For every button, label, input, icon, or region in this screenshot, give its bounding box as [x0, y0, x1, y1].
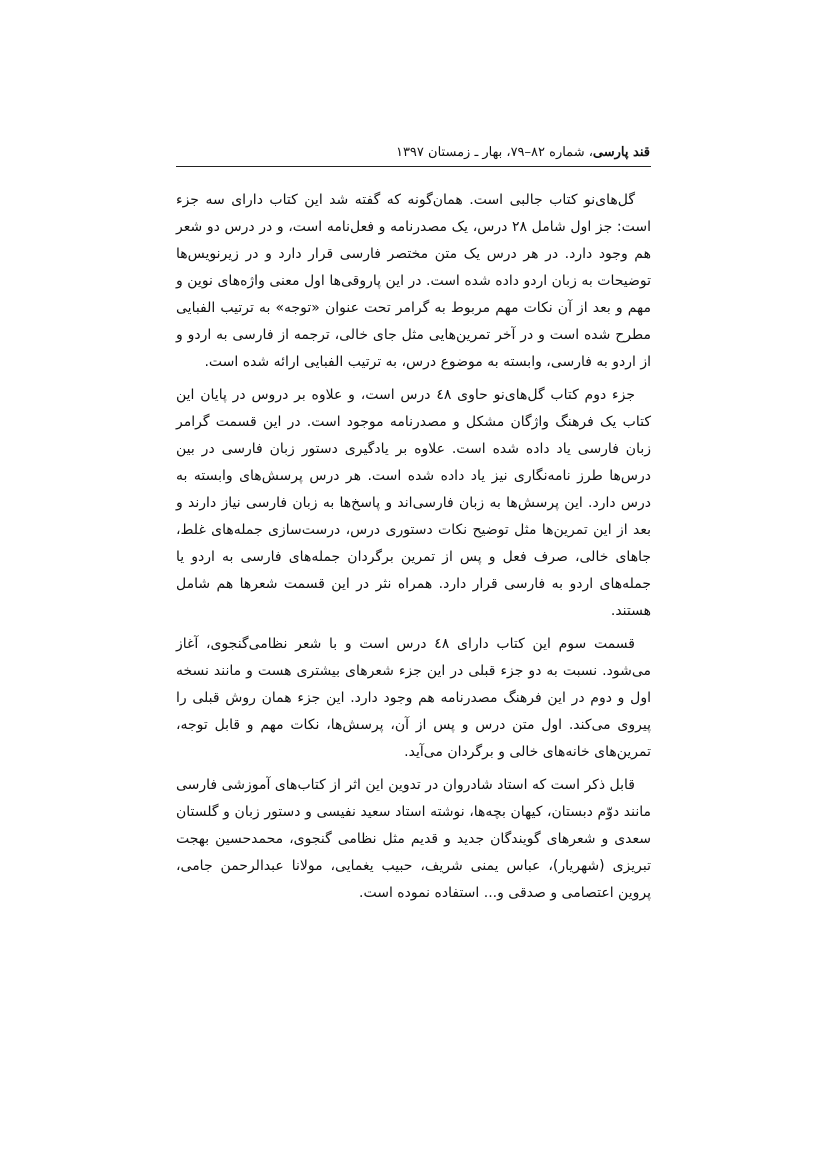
paragraph: جزء دوم کتاب گل‌های‌نو حاوی ٤۸ درس است، و علاوه بر دروس در پایان این کتاب یک فرهنگ واژگان مشکل و مصدرنامه موجود است. در این قسمت گرامر زبان فارسی یاد داده شده است. علاوه بر یادگیری دستور زبان فارسی در بین درس‌ها طرز نامه‌نگاری نیز یاد داده شده است. هر درس پرسش‌های وابسته به درس دارد. این پرسش‌ها به زبان فارسی‌اند و پاسخ‌ها به زبان فارسی نیاز دارند و بعد از این تمرین‌ها مثل توضیح نکات دستوری درس، درست‌سازی جمله‌های غلط، جاهای خالی، صرف فعل و پس از تمرین برگردان جمله‌های فارسی به اردو یا جمله‌های اردو به فارسی قرار دارد. همراه نثر در این قسمت شعرها هم شامل هستند.	[176, 387, 651, 619]
running-header	[175, 143, 650, 163]
journal-name: قند پارسی	[592, 145, 650, 160]
paragraph: قابل ذکر است که استاد شادروان در تدوین این اثر از کتاب‌های آموزشی فارسی مانند دوّم دبستان، کیهان بچه‌ها، نوشته استاد سعید نفیسی و دستور زبان و گلستان سعدی و شعرهای گویندگان جدید و قدیم مثل نظامی گنجوی، محمدحسین بهجت تبریزی (شهریار)، عباس یمنی شریف، حبیب یغمایی، مولانا عبدالرحمن جامی، پروین اعتصامی و صدقی و... استفاده نموده است.	[176, 777, 651, 901]
issue-info: ، شماره ۸۲–۷۹، بهار ـ زمستان ۱۳۹۷	[395, 145, 593, 160]
header-rule	[176, 166, 651, 167]
paragraph: قسمت سوم این کتاب دارای ٤۸ درس است و با شعر نظامی‌گنجوی، آغاز می‌شود. نسبت به دو جزء قبلی در این جزء شعرهای بیشتری هست و مانند نسخه اول و دوم در این فرهنگ مصدرنامه هم وجود دارد. این جزء همان روش قبلی را پیروی می‌کند. اول متن درس و پس از آن، پرسش‌ها، نکات مهم و قابل توجه، تمرین‌های خانه‌های خالی و برگردان می‌آید.	[176, 636, 651, 760]
body-text	[176, 187, 651, 913]
paragraph: گل‌های‌نو کتاب جالبی است. همان‌گونه که گفته شد این کتاب دارای سه جزء است: جز اول شامل ۲۸ درس، یک مصدرنامه و فعل‌نامه است، و در درس دو شعر هم وجود دارد. در هر درس یک متن مختصر فارسی قرار دارد و در زیرنویس‌ها توضیحات به زبان اردو داده شده است. در این پاروقی‌ها اول معنی واژه‌های نوین و مهم و بعد از آن نکات مهم مربوط به گرامر تحت عنوان «توجه» به ترتیب الفبایی مطرح شده است و در آخر تمرین‌هایی مثل جای خالی، ترجمه از فارسی به اردو و از اردو به فارسی، وابسته به موضوع درس، به ترتیب الفبایی ارائه شده است.	[176, 192, 652, 370]
